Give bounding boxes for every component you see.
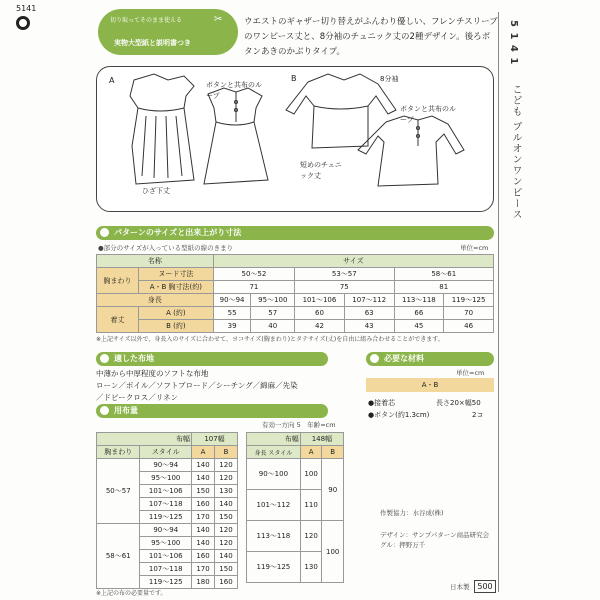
nude-value: 53～57 bbox=[295, 268, 394, 281]
value-a: 170 bbox=[192, 563, 215, 576]
materials-column: A・B bbox=[366, 378, 494, 392]
style-label: スタイル bbox=[268, 449, 293, 457]
material-name: ●ボタン(約1.3cm) bbox=[368, 411, 430, 419]
length-a-value: 60 bbox=[295, 307, 345, 320]
price-box: 500 bbox=[474, 580, 496, 593]
value-a: 100 bbox=[300, 459, 322, 490]
value-a: 160 bbox=[192, 498, 215, 511]
row-a: A (約) bbox=[138, 307, 213, 320]
value-a: 120 bbox=[300, 521, 322, 552]
note-b-sleeve: 8分袖 bbox=[380, 75, 399, 83]
length-a-value: 70 bbox=[444, 307, 494, 320]
material-value: 2コ bbox=[472, 411, 484, 419]
fabric-section-title-bar bbox=[96, 352, 328, 366]
sidebar-divider bbox=[498, 12, 499, 592]
value-a: 160 bbox=[192, 550, 215, 563]
length-b-value: 45 bbox=[394, 320, 444, 333]
fabric-line: 中薄から中厚程度のソフトな布地 bbox=[96, 369, 209, 378]
length-a-value: 55 bbox=[213, 307, 251, 320]
size-unit: 単位=cm bbox=[460, 244, 489, 252]
fabric-list bbox=[96, 368, 336, 404]
row-nude: ヌード寸法 bbox=[138, 268, 213, 281]
yardage-note: 有効一方向 5 年齢=cm bbox=[262, 421, 336, 429]
height-style-label bbox=[247, 446, 301, 459]
intro-text: ウエストのギャザー切り替えがふんわり優しい、フレンチスリーブのワンピース丈と、8分袖のチュニック丈の2種デザイン。後ろボタンあきのかぶりタイプ。 bbox=[244, 17, 498, 57]
height: 101～112 bbox=[247, 490, 301, 521]
height-label: 身長 bbox=[254, 449, 267, 457]
yardage-footnote: ※上記の布の必要量です。 bbox=[96, 590, 167, 597]
height: 113～118 bbox=[247, 521, 301, 552]
row-length: 着丈 bbox=[97, 307, 139, 333]
scissors-icon: ✂ bbox=[214, 14, 223, 25]
col-b: B bbox=[322, 446, 344, 459]
nude-value: 58～61 bbox=[394, 268, 493, 281]
value-a: 140 bbox=[192, 472, 215, 485]
value-a: 140 bbox=[192, 537, 215, 550]
yardage-section-title: 用布量 bbox=[114, 406, 138, 415]
chest-label: 胸まわり bbox=[97, 446, 140, 459]
materials-unit: 単位=cm bbox=[456, 369, 485, 377]
sidebar-title: こども ブルオンワンピース bbox=[510, 84, 521, 221]
height: 95～100 bbox=[140, 537, 192, 550]
size-section-title-bar bbox=[96, 226, 494, 240]
yardage-section-title-bar bbox=[96, 404, 328, 418]
value-a: 110 bbox=[300, 490, 322, 521]
height-value: 101～106 bbox=[295, 294, 345, 307]
name-header: 名称 bbox=[97, 255, 214, 268]
length-b-value: 42 bbox=[295, 320, 345, 333]
value-b: 120 bbox=[214, 472, 237, 485]
size-footnote: ※上記サイズ以外で、身長入のサイズに合わせて、ヨコサイズ(胸まわり)とタテサイズ(丈)を自由に組み合わせることができます。 bbox=[96, 336, 444, 343]
length-b-value: 46 bbox=[444, 320, 494, 333]
width-label: 布幅 bbox=[247, 433, 301, 446]
badge-text-small: 切り取ってそのまま使える bbox=[110, 17, 183, 24]
illustration-label-b: B bbox=[291, 74, 297, 83]
col-a: A bbox=[300, 446, 322, 459]
height: 101～106 bbox=[140, 485, 192, 498]
length-a-value: 66 bbox=[394, 307, 444, 320]
value-b: 100 bbox=[322, 521, 344, 583]
length-b-value: 39 bbox=[213, 320, 251, 333]
fabric-line: ローン／ボイル／ソフトブロード／シーチング／綿麻／先染 bbox=[96, 381, 298, 390]
size-section-title: パターンのサイズと出来上がり寸法 bbox=[114, 228, 242, 237]
value-b: 120 bbox=[214, 524, 237, 537]
length-a-value: 57 bbox=[251, 307, 295, 320]
materials-section-title-bar bbox=[366, 352, 494, 366]
size-header: サイズ bbox=[213, 255, 493, 268]
height: 90～94 bbox=[140, 524, 192, 537]
value-a: 140 bbox=[192, 459, 215, 472]
length-b-value: 43 bbox=[344, 320, 394, 333]
height-value: 119～125 bbox=[444, 294, 494, 307]
value-a: 170 bbox=[192, 511, 215, 524]
value-a: 150 bbox=[192, 485, 215, 498]
height-value: 95～100 bbox=[251, 294, 295, 307]
length-b-value: 40 bbox=[251, 320, 295, 333]
height: 107～118 bbox=[140, 563, 192, 576]
note-b-loop: ボタンと共布のループ bbox=[400, 105, 456, 124]
yardage-table-148 bbox=[246, 432, 344, 583]
ab-value: 75 bbox=[295, 281, 394, 294]
value-a: 180 bbox=[192, 576, 215, 589]
height: 119～125 bbox=[247, 552, 301, 583]
note-a-loop: ボタンと共布のループ bbox=[206, 81, 262, 100]
pattern-code: 5141 bbox=[16, 4, 37, 13]
fabric-line: ／ドビークロス／リネン bbox=[96, 393, 179, 402]
value-b: 140 bbox=[214, 550, 237, 563]
value-b: 120 bbox=[214, 537, 237, 550]
value-b: 140 bbox=[214, 498, 237, 511]
material-name: ●接着芯 bbox=[368, 399, 396, 407]
value-a: 130 bbox=[300, 552, 322, 583]
length-a-value: 63 bbox=[344, 307, 394, 320]
height-value: 90～94 bbox=[213, 294, 251, 307]
note-a-length: ひざ下丈 bbox=[142, 187, 170, 195]
credit-line: グル：押野万千 bbox=[380, 541, 426, 549]
value-a: 140 bbox=[192, 524, 215, 537]
width-value: 107幅 bbox=[192, 433, 238, 446]
col-a: A bbox=[192, 446, 215, 459]
width-label: 布幅 bbox=[97, 433, 192, 446]
height: 119～125 bbox=[140, 576, 192, 589]
size-table bbox=[96, 254, 494, 333]
height-value: 113～118 bbox=[394, 294, 444, 307]
logo-circle bbox=[16, 16, 30, 30]
fabric-section-title: 適した布地 bbox=[114, 354, 154, 363]
material-value: 長さ20×幅50 bbox=[436, 399, 481, 407]
col-b: B bbox=[214, 446, 237, 459]
credit-line: デザイン：サンプパターン商品研究会 bbox=[380, 531, 490, 539]
row-chest: 胸まわり bbox=[97, 268, 139, 294]
height: 95～100 bbox=[140, 472, 192, 485]
width-value: 148幅 bbox=[300, 433, 343, 446]
row-ab: A・B 胸寸法(約) bbox=[138, 281, 213, 294]
materials-section-title: 必要な材料 bbox=[384, 354, 424, 363]
value-b: 130 bbox=[214, 485, 237, 498]
note-b-length: 短めのチュニック丈 bbox=[300, 161, 342, 180]
nude-value: 50～52 bbox=[213, 268, 294, 281]
style-label: スタイル bbox=[140, 446, 192, 459]
height: 101～106 bbox=[140, 550, 192, 563]
section-bullet-icon bbox=[100, 406, 109, 415]
chest-group: 50～57 bbox=[97, 459, 140, 524]
value-b: 90 bbox=[322, 459, 344, 521]
size-note: ●部分のサイズが入っている型紙の線のきまり bbox=[98, 244, 234, 252]
value-b: 160 bbox=[214, 576, 237, 589]
yardage-table-107 bbox=[96, 432, 238, 589]
badge-text-main: 実物大型紙と説明書つき bbox=[114, 39, 191, 47]
ab-value: 81 bbox=[394, 281, 493, 294]
section-bullet-icon bbox=[100, 354, 109, 363]
height: 90～100 bbox=[247, 459, 301, 490]
height: 119～125 bbox=[140, 511, 192, 524]
row-height: 身長 bbox=[97, 294, 214, 307]
chest-group: 58～61 bbox=[97, 524, 140, 589]
value-b: 150 bbox=[214, 563, 237, 576]
made-in-label: 日本製 bbox=[450, 583, 470, 591]
height-value: 107～112 bbox=[344, 294, 394, 307]
section-bullet-icon bbox=[370, 354, 379, 363]
illustration-label-a: A bbox=[109, 76, 115, 85]
height: 90～94 bbox=[140, 459, 192, 472]
ab-value: 71 bbox=[213, 281, 294, 294]
section-bullet-icon bbox=[100, 228, 109, 237]
value-b: 150 bbox=[214, 511, 237, 524]
credit-line: 作製協力：水谷成(株) bbox=[380, 509, 444, 517]
height: 107～118 bbox=[140, 498, 192, 511]
row-b: B (約) bbox=[138, 320, 213, 333]
value-b: 120 bbox=[214, 459, 237, 472]
sidebar-number: 5 1 4 1 bbox=[508, 20, 519, 66]
